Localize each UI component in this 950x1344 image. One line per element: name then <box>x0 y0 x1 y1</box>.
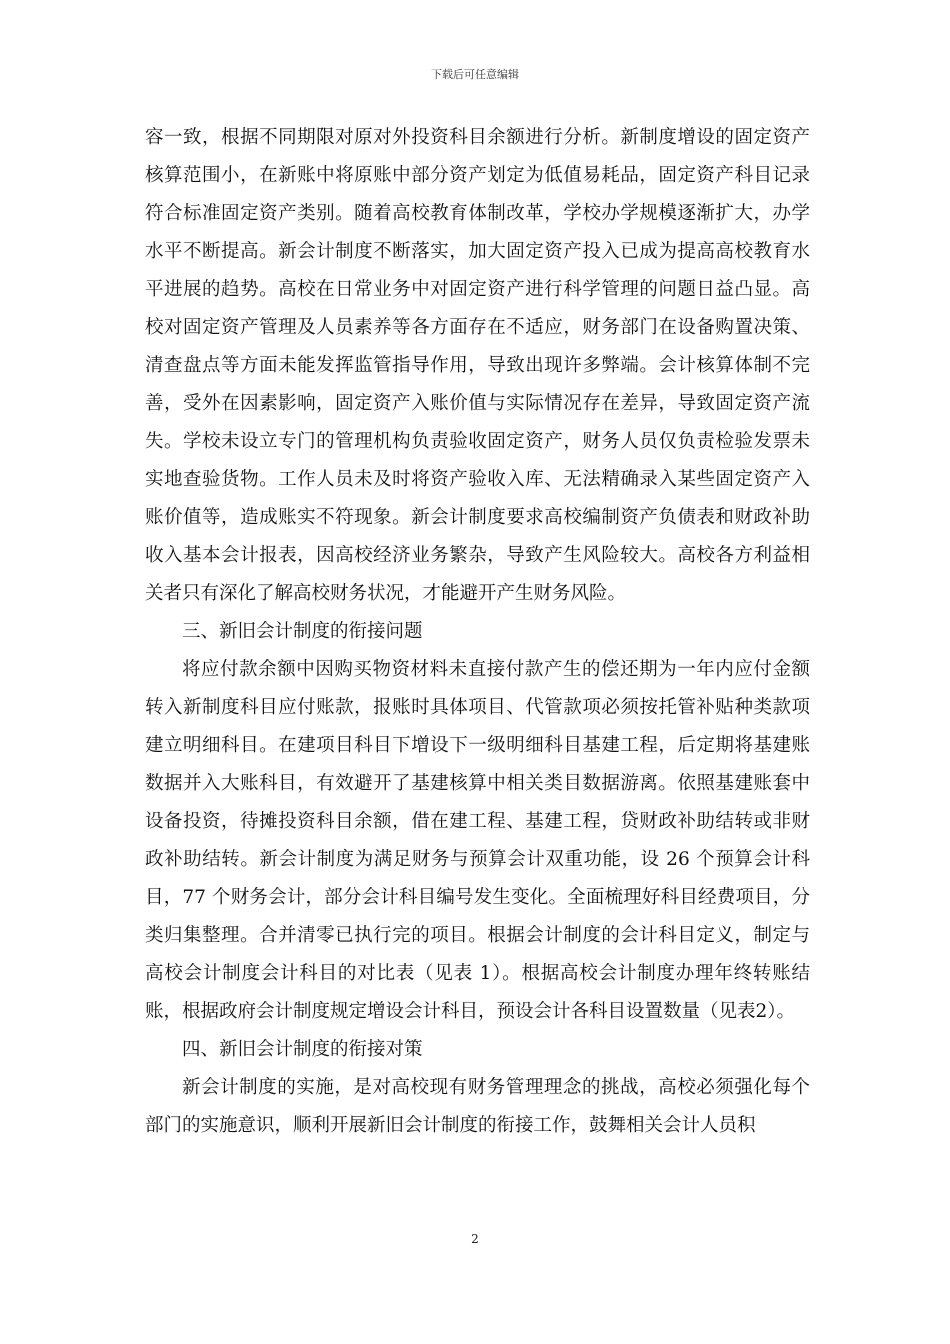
page-number: 2 <box>471 1232 479 1246</box>
section-heading-3: 三、新旧会计制度的衔接问题 <box>182 621 423 642</box>
section-heading-4: 四、新旧会计制度的衔接对策 <box>182 1039 423 1060</box>
paragraph-section-4: 新会计制度的实施，是对高校现有财务管理理念的挑战，高校必须强化每个部门的实施意识，顺利开展新旧会计制度的衔接工作，鼓舞相关会计人员积 <box>145 1077 810 1136</box>
paragraph-continuation: 容一致，根据不同期限对原对外投资科目余额进行分析。新制度增设的固定资产核算范围小，在新账中将原账中部分资产划定为低值易耗品，固定资产科目记录符合标准固定资产类别。随着高校教育体制改革，学校办学规模逐渐扩大，办学水平不断提高。新会计制度不断落实，加大固定资产投入已成为提高高校教育水平进展的趋势。高校在日常业务中对固定资产进行科学管理的问题日益凸显。高校对固定资产管理及人员素养等各方面存在不适应，财务部门在设备购置决策、清查盘点等方面未能发挥监管指导作用，导致出现许多弊端。会计核算体制不完善，受外在因素影响，固定资产入账价值与实际情况存在差异，导致固定资产流失。学校未设立专门的管理机构负责验收固定资产，财务人员仅负责检验发票未实地查验货物。工作人员未及时将资产验收入库、无法精确录入某些固定资产入账价值等，造成账实不符现象。新会计制度要求高校编制资产负债表和财政补助收入基本会计报表，因高校经济业务繁杂，导致产生风险较大。高校各方利益相关者只有深化了解高校财务状况，才能避开产生财务风险。 <box>145 127 810 604</box>
page-header: 下载后可任意编辑 <box>431 68 519 81</box>
document-body <box>145 119 810 1145</box>
paragraph-section-3: 将应付款余额中因购买物资材料未直接付款产生的偿还期为一年内应付金额转入新制度科目应付账款，报账时具体项目、代管款项必须按托管补贴种类款项建立明细科目。在建项目科目下增设下一级明细科目基建工程，后定期将基建账数据并入大账科目，有效避开了基建核算中相关类目数据游离。依照基建账套中设备投资，待摊投资科目余额，借在建工程、基建工程，贷财政补助结转或非财政补助结转。新会计制度为满足财务与预算会计双重功能，设 26 个预算会计科目，77 个财务会计，部分会计科目编号发生变化。全面梳理好科目经费项目，分类归集整理。合并清零已执行完的项目。根据会计制度的会计科目定义，制定与高校会计制度会计科目的对比表（见表 1）。根据高校会计制度办理年终转账结账，根据政府会计制度规定增设会计科目，预设会计各科目设置数量（见表2）。 <box>145 659 810 1022</box>
